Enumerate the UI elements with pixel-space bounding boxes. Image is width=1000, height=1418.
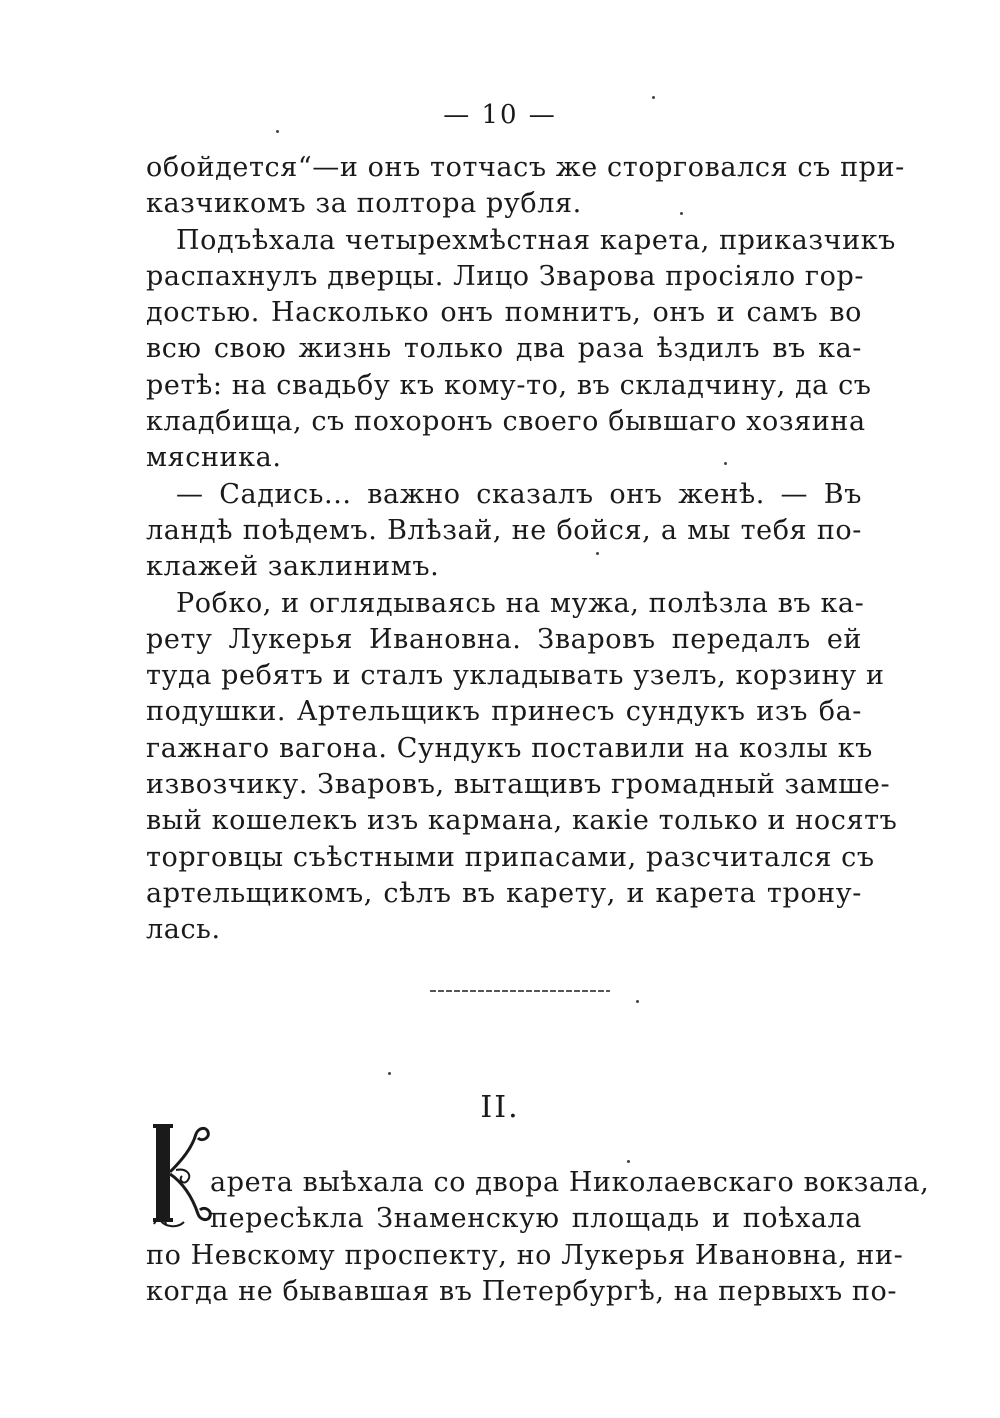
text-line: ландѣ поѣдемъ. Влѣзай, не бойся, а мы тебя по- (146, 514, 862, 546)
text-line: когда не бывавшая въ Петербургѣ, на первыхъ по- (146, 1275, 898, 1307)
text-line: рету Лукерья Ивановна. Зваровъ передалъ ей (146, 623, 862, 655)
text-line: Подъѣхала четырехмѣстная карета, приказчикъ (176, 224, 896, 256)
text-line: вый кошелекъ изъ кармана, какіе только и носятъ (146, 805, 898, 837)
text-line: обойдется“—и онъ тотчасъ же сторговался съ при- (146, 152, 905, 183)
text-line: арета выѣхала со двора Николаевскаго вокзала, (210, 1167, 930, 1198)
text-line: всю свою жизнь только два раза ѣздилъ въ ка- (146, 333, 862, 365)
print-speck (627, 1160, 630, 1163)
text-line: подушки. Артельщикъ принесъ сундукъ изъ ба- (146, 696, 862, 728)
print-speck (652, 96, 655, 99)
print-speck (724, 462, 727, 465)
text-line: туда ребятъ и сталъ укладывать узелъ, корзину и (146, 660, 885, 692)
text-line: клажей заклинимъ. (146, 551, 440, 583)
print-speck (276, 130, 279, 133)
text-line: Робко, и оглядываясь на мужа, полѣзла въ ка- (176, 587, 865, 619)
text-line: распахнулъ дверцы. Лицо Зварова просіяло гор- (146, 260, 865, 292)
text-line: мясника. (146, 442, 282, 474)
page-number: — 10 — (443, 100, 557, 130)
text-line: лась. (146, 914, 221, 946)
text-line: артельщикомъ, сѣлъ въ карету, и карета трону- (146, 877, 862, 909)
text-line: казчикомъ за полтора рубля. (146, 188, 582, 220)
body-text-lower (146, 1165, 930, 1310)
print-speck (596, 552, 599, 555)
text-line: по Невскому проспекту, но Лукерья Ивановна, ни- (146, 1239, 904, 1271)
text-line: кладбища, съ похоронъ своего бывшаго хозяина (146, 406, 866, 438)
print-speck (680, 212, 683, 215)
text-line: достью. Насколько онъ помнитъ, онъ и самъ во (146, 297, 862, 329)
body-text-upper (146, 150, 905, 949)
print-speck (636, 1000, 639, 1003)
section-divider (430, 990, 610, 992)
text-line: торговцы съѣстными припасами, разсчитался съ (146, 841, 875, 873)
text-line: пересѣкла Знаменскую площадь и поѣхала (210, 1203, 862, 1235)
text-line: — Садись... важно сказалъ онъ женѣ. — Въ (176, 478, 862, 510)
print-speck (388, 1072, 391, 1075)
chapter-heading: II. (480, 1090, 520, 1125)
text-line: гажнаго вагона. Сундукъ поставили на козлы къ (146, 732, 873, 764)
text-line: извозчику. Зваровъ, вытащивъ громадный замше- (146, 769, 891, 801)
text-line: ретѣ: на свадьбу къ кому-то, въ складчину, да съ (146, 369, 872, 401)
